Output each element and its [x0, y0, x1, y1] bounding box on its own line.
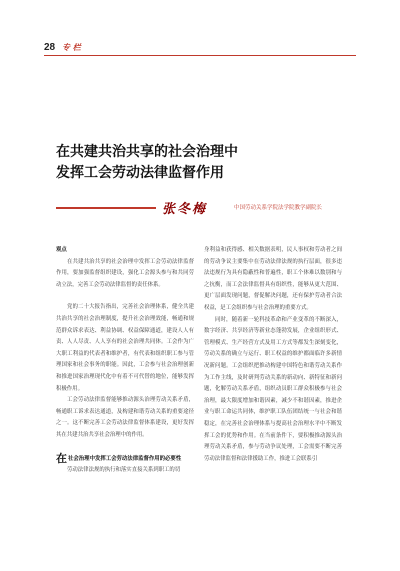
section-tag: 专 栏 — [62, 43, 81, 52]
article-title — [56, 142, 356, 184]
page-number: 28 — [44, 42, 56, 53]
body-paragraph: 工会劳动法律监督能够推动源头治理劳动关系矛盾，畅通职工诉求表达通道，及构建和谐劳动关系的重要途径之一。这不断完善工会劳动法律监督体系建设，更好发挥其在共建共治共享社会治理中的作用。 — [56, 397, 194, 438]
author-rule — [56, 207, 156, 209]
body-paragraph: 劳动法律法规的执行和落实直接关系到职工的切 — [67, 467, 181, 474]
title-line-2: 发挥工会劳动法律监督作用 — [56, 165, 224, 181]
body-paragraph: 同时，随着新一轮科技革命和产业变革的不断深入，数字经济、共享经济等新业态蓬勃发展，企业组织形式、管理模式、生产经营方式及用工方式等都发生深刻变化，劳动关系的确立与运行、职工权益的维护都面临许多新情况新问题。工会组织把推动构建中国特色和谐劳动关系作为工作主线，及时研判劳动关系的新动向、新特征和新问题，化解劳动关系矛盾，组织动员职工群众积极参与社会治理，最大限度增加和谐因素，减少不和谐因素，推进企业与职工命运共同体，维护职工队伍团结统一与社会和谐稳定，在完善社会治理体系与提高社会治理水平中不断发挥工会的优势和作用。在当前条件下，要积极推动源头治理劳动关系矛盾，参与劳动争议处理，工会需要不断完善劳动法律监督和法律援助工作，推进工会联系引 — [204, 316, 342, 462]
author-affiliation: 中国劳动关系学院法学院教学副院长 — [234, 205, 323, 211]
subheading-initial: 在 — [56, 451, 67, 465]
body-paragraph: 党的二十大报告指出，完善社会治理体系，健全共建共治共享的社会治理制度，提升社会治理效能，畅通和规范群众诉求表达、利益协调、权益保障通道，建设人人有责、人人尽责、人人享有的社会治理共同体。工会作为广大职工利益的代表者和维护者，有代表和组织职工参与管理国家和社会事务的职能。因此，工会参与社会治理创新和推进国家治理现代化中有着不可代替的地位，能够发挥积极作用。 — [56, 304, 194, 392]
section-subheading — [56, 453, 194, 466]
header-rule — [44, 55, 356, 56]
abstract-paragraph: 在共建共治共享的社会治理中发挥工会劳动法律监督作用，要加强监督组织建设，强化工会源头参与和共同劳动立法，完善工会劳动法律监督的责任体系。 — [56, 258, 194, 288]
abstract-label: 观点 — [56, 247, 67, 253]
subheading-text: 社会治理中发挥工会劳动法律监督作用的必要性 — [68, 455, 182, 462]
right-column — [204, 245, 342, 465]
author-line — [56, 198, 356, 218]
title-line-1: 在共建共治共享的社会治理中 — [56, 144, 238, 160]
author-signature: 张冬梅 — [162, 202, 208, 217]
body-paragraph: 身利益和获得感、相关数据表明，民人事权和劳动者之间的劳动争议主要集中在劳动法律法规的执行层面，很多违法违规行为具有隐蔽性和普遍性，职工个体难以数别和与之抗衡，而工会法律监督具有组织性，能够从更大范围、更广层面发现问题，督促解决问题，还有保护劳动者合法权益，是工会组织参与社会治理的重要方式。 — [204, 247, 342, 311]
left-column — [56, 245, 194, 477]
